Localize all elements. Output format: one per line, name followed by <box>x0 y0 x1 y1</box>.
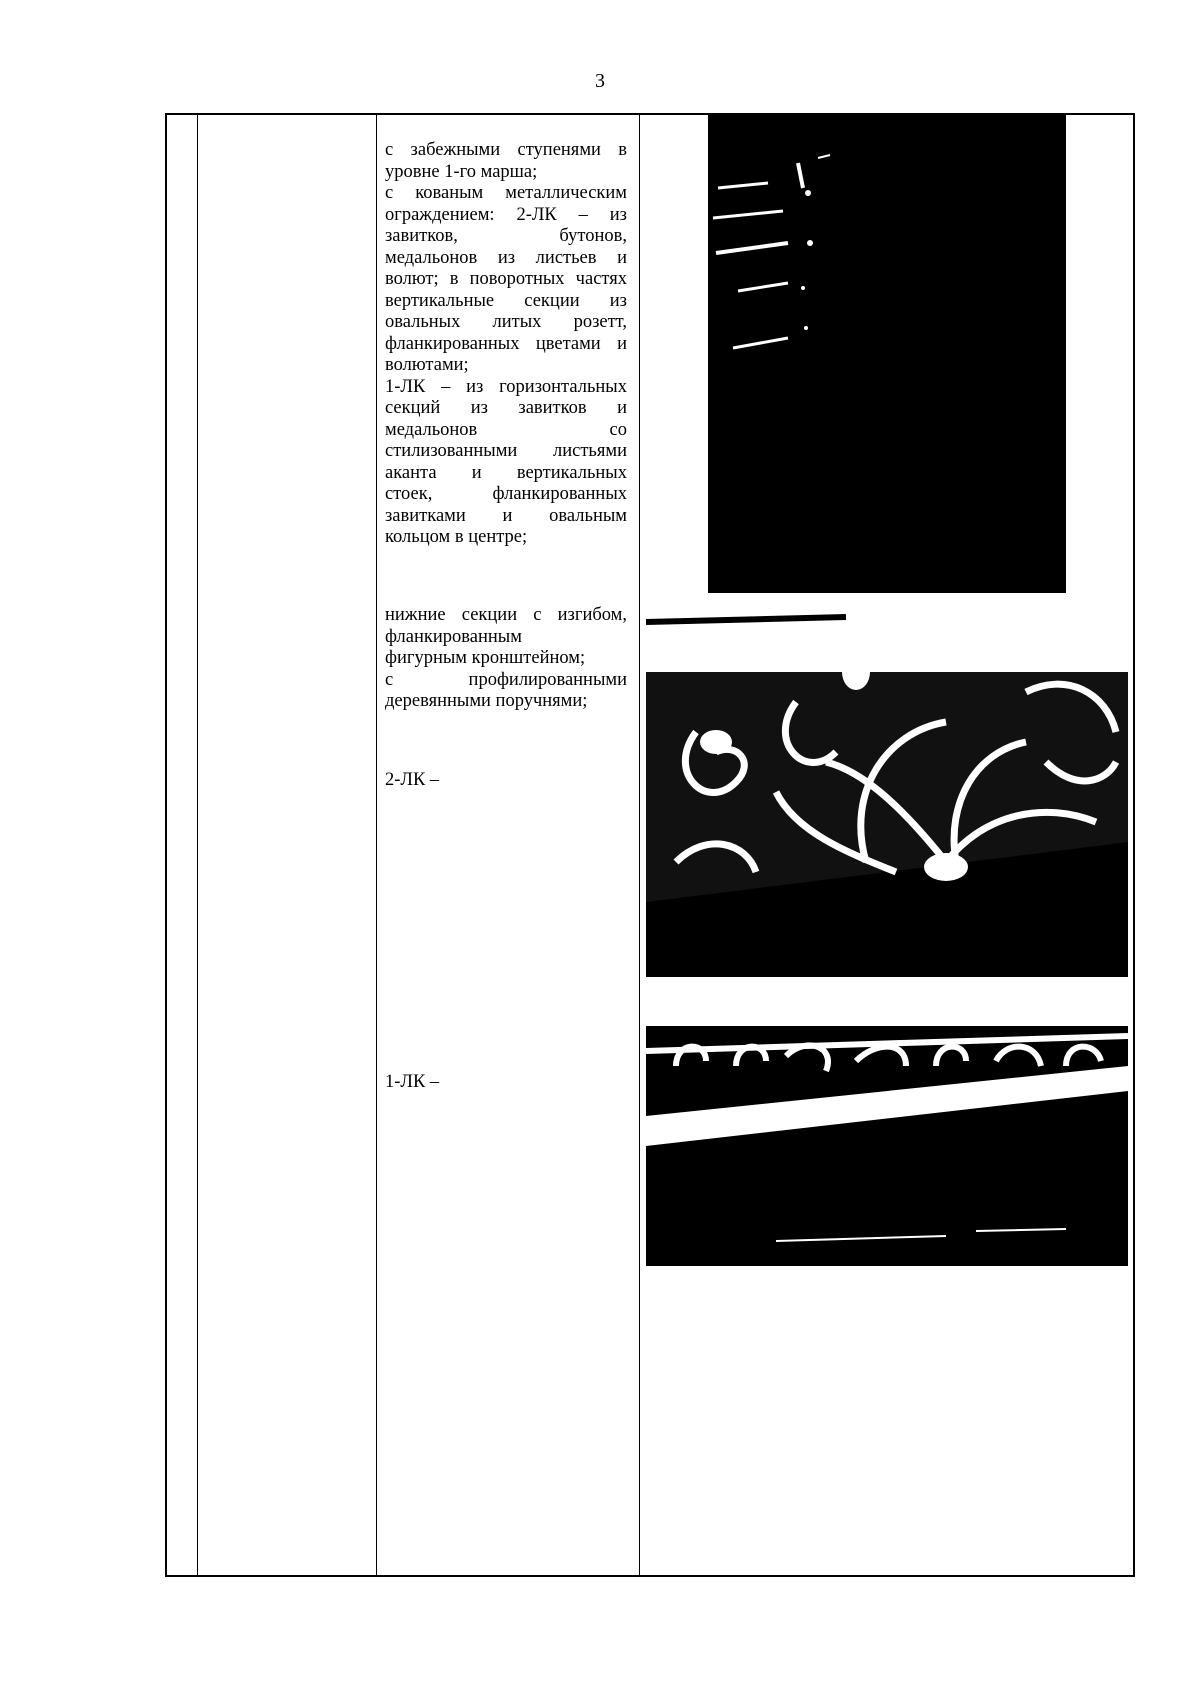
text-line: вертикальные секции из <box>385 290 627 311</box>
text-line: с кованым металлическим <box>385 183 627 203</box>
text-line: нижние секции с изгибом, <box>385 605 627 625</box>
text-line: секций из завитков и <box>385 398 627 418</box>
text-line: медальонов из листьев и <box>385 247 627 268</box>
text-line: стилизованными листьями <box>385 441 627 461</box>
table-column-divider <box>376 115 377 1575</box>
text-line: ограждением: 2-ЛК – из <box>385 204 627 225</box>
text-line: фланкированным <box>385 626 522 647</box>
table-column-divider <box>639 115 640 1575</box>
text-line: с профилированными <box>385 669 627 690</box>
text-line: овальных литых розетт, <box>385 312 627 332</box>
text-line: фланкированных цветами и <box>385 333 627 354</box>
staircase-photo <box>708 113 1066 593</box>
description-text-lower <box>385 605 627 713</box>
text-line: медальонов со <box>385 419 627 440</box>
label-2lk: 2-ЛК – <box>385 770 440 790</box>
table-column-divider <box>197 115 198 1575</box>
text-line: деревянными поручнями; <box>385 691 588 711</box>
text-line: 1-ЛК – из горизонтальных <box>385 376 627 397</box>
label-1lk: 1-ЛК – <box>385 1072 440 1092</box>
text-line: уровне 1-го марша; <box>385 161 538 182</box>
text-line: волютами; <box>385 355 469 375</box>
text-line: с забежными ступенями в <box>385 140 627 160</box>
text-line: завитками и овальным <box>385 505 627 526</box>
text-line: завитков, бутонов, <box>385 226 627 246</box>
railing-2lk-photo <box>646 612 1128 977</box>
text-line: стоек, фланкированных <box>385 484 627 504</box>
text-line: кольцом в центре; <box>385 527 528 547</box>
railing-1lk-photo <box>646 996 1128 1306</box>
text-line: фигурным кронштейном; <box>385 648 586 668</box>
text-line: аканта и вертикальных <box>385 462 627 483</box>
description-text <box>385 140 627 549</box>
text-line: волют; в поворотных частях <box>385 269 627 289</box>
page-number: 3 <box>595 70 605 92</box>
